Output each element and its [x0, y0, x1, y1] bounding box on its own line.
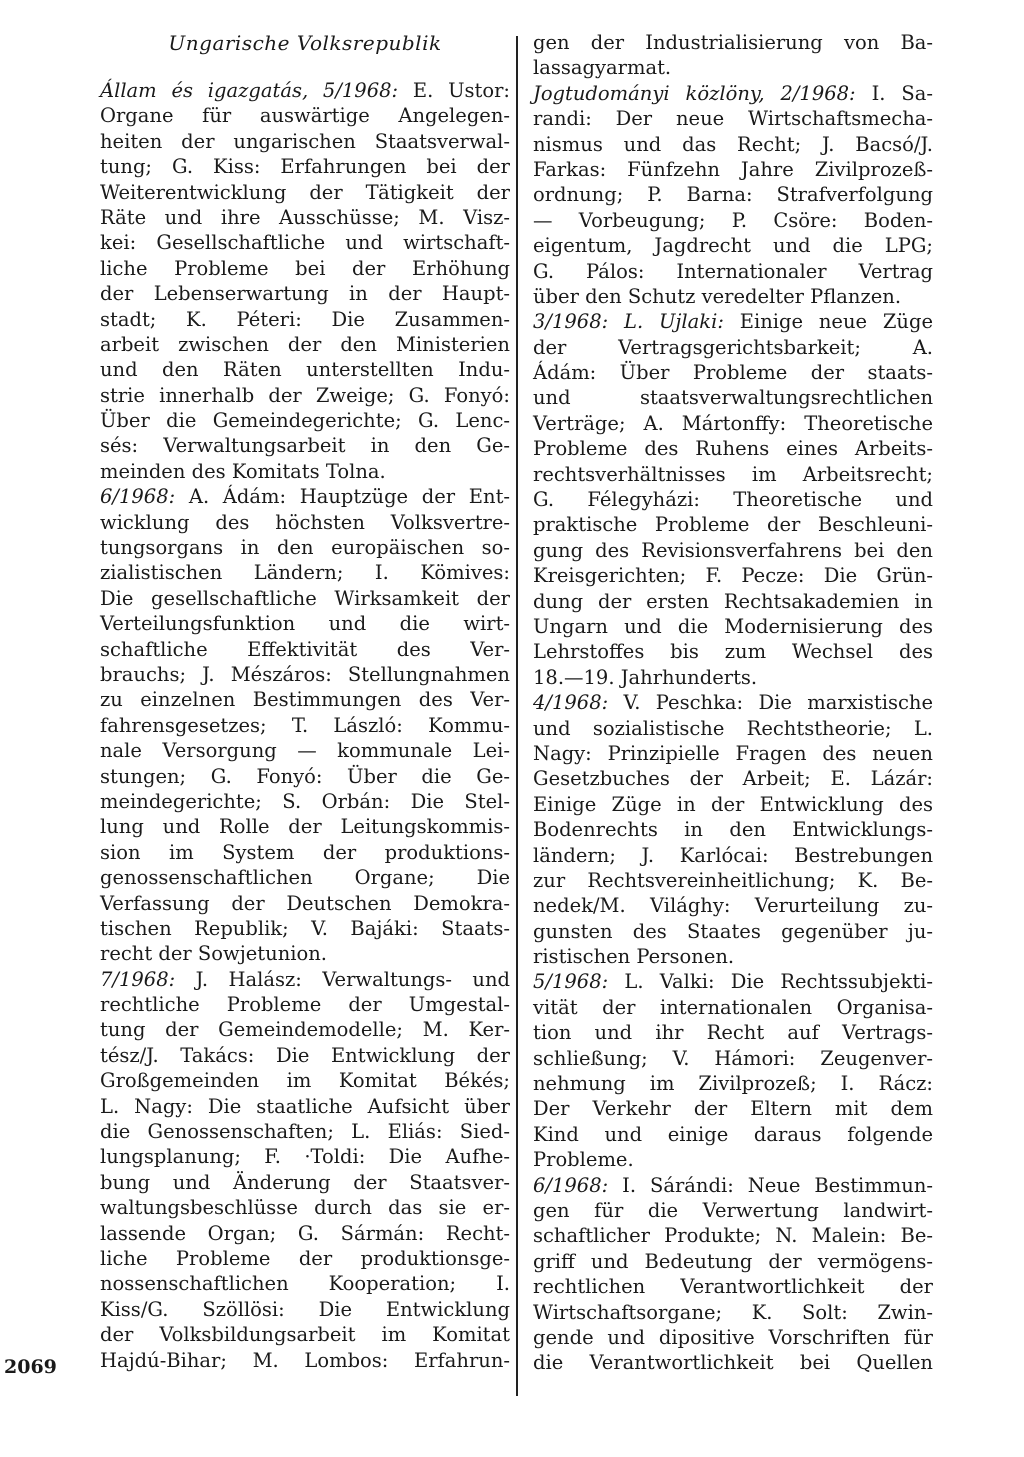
text-line: [533, 81, 933, 106]
line-text: vität der internationalen Organisa-: [533, 995, 933, 1019]
text-line: [100, 560, 510, 585]
line-text: gen der Industrialisierung von Ba-: [533, 31, 933, 54]
line-text: Nagy: Prinzipielle Fragen des neuen: [533, 741, 933, 765]
line-text: schaftliche Effektivität des Ver-: [100, 637, 510, 661]
line-text: tung; G. Kiss: Erfahrungen bei der: [100, 155, 510, 179]
text-line: [100, 865, 510, 890]
line-text: zur Rechtsvereinheitlichung; K. Be-: [533, 868, 933, 892]
line-text: schaftlicher Produkte; N. Malein: Be-: [533, 1224, 933, 1248]
text-line: [100, 662, 510, 687]
text-line: [533, 462, 933, 487]
line-text: fahrensgesetzes; T. László: Kommu-: [100, 713, 510, 737]
text-line: [533, 1274, 933, 1299]
text-line: [533, 132, 933, 157]
line-text: I. Sárándi: Neue Bestimmun-: [608, 1173, 933, 1197]
text-line: [100, 230, 510, 255]
line-text: nedek/M. Világhy: Verurteilung zu-: [533, 894, 933, 918]
text-line: [100, 1322, 510, 1347]
left-column: [100, 30, 510, 1373]
line-text: über den Schutz veredelter Pflanzen.: [533, 284, 902, 308]
line-text: Weiterentwicklung der Tätigkeit der: [100, 180, 510, 204]
line-text: Kiss/G. Szöllösi: Die Entwicklung: [100, 1297, 510, 1321]
line-text: tischen Republik; V. Bajáki: Staats-: [100, 916, 510, 940]
text-line: [100, 1297, 510, 1322]
line-text: ristischen Personen.: [533, 945, 735, 969]
text-line: [100, 967, 510, 992]
line-text: E. Ustor:: [398, 79, 510, 102]
line-text: meindegerichte; S. Orbán: Die Stel-: [100, 789, 510, 813]
text-line: [533, 665, 933, 690]
line-text: rechtsverhältnisses im Arbeitsrecht;: [533, 462, 933, 486]
text-line: [533, 614, 933, 639]
text-line: [100, 916, 510, 941]
line-text: heiten der ungarischen Staatsverwal-: [100, 129, 510, 153]
line-text: Kind und einige daraus folgende: [533, 1122, 933, 1146]
line-text: recht der Sowjetunion.: [100, 942, 327, 966]
text-line: [100, 1017, 510, 1042]
text-line: [100, 1348, 510, 1373]
text-line: [100, 586, 510, 611]
line-text: 18.—19. Jahrhunderts.: [533, 665, 758, 689]
text-line: [100, 383, 510, 408]
text-line: [100, 103, 510, 128]
line-text: der Lebenserwartung in der Haupt-: [100, 282, 510, 306]
line-text: nossenschaftlichen Kooperation; I.: [100, 1272, 510, 1296]
text-line: [100, 129, 510, 154]
text-line: [100, 433, 510, 458]
line-text: Ungarn und die Modernisierung des: [533, 614, 933, 638]
page-number: 2069: [4, 1356, 57, 1378]
line-text: nismus und das Recht; J. Bacsó/J.: [533, 132, 933, 156]
line-text: liche Probleme bei der Erhöhung: [100, 256, 510, 280]
text-line: [100, 1246, 510, 1271]
line-text: praktische Probleme der Beschleuni-: [533, 513, 933, 537]
line-text: genossenschaftlichen Organe; Die: [100, 866, 510, 890]
journal-citation: 6/1968:: [100, 485, 176, 509]
text-line: [533, 1198, 933, 1223]
journal-citation: Jogtudományi közlöny, 2/1968:: [533, 81, 856, 105]
line-text: meinden des Komitats Tolna.: [100, 459, 386, 483]
line-text: zialistischen Ländern; I. Kömives:: [100, 561, 510, 585]
text-line: [100, 357, 510, 382]
text-line: [100, 1195, 510, 1220]
text-line: [100, 814, 510, 839]
text-line: [100, 713, 510, 738]
text-line: [533, 1300, 933, 1325]
line-text: und den Räten unterstellten Indu-: [100, 358, 510, 382]
text-line: [533, 741, 933, 766]
line-text: Wirtschaftsorgane; K. Solt: Zwin-: [533, 1300, 933, 1324]
journal-citation: 4/1968:: [533, 691, 609, 715]
text-line: [533, 360, 933, 385]
text-line: [533, 309, 933, 334]
line-text: ländern; J. Karlócai: Bestrebungen: [533, 843, 933, 867]
text-line: [100, 535, 510, 560]
line-text: schließung; V. Hámori: Zeugenver-: [533, 1046, 933, 1070]
line-text: dung der ersten Rechtsakademien in: [533, 589, 933, 613]
text-line: [100, 1094, 510, 1119]
text-line: [100, 307, 510, 332]
line-text: Verträge; A. Mártonffy: Theoretische: [533, 411, 933, 435]
line-text: L. Nagy: Die staatliche Aufsicht über: [100, 1094, 510, 1118]
text-line: [100, 941, 510, 966]
line-text: die Verantwortlichkeit bei Quellen: [533, 1351, 933, 1375]
text-line: [533, 284, 933, 309]
line-text: stadt; K. Péteri: Die Zusammen-: [100, 307, 510, 331]
text-line: [533, 1173, 933, 1198]
line-text: rechtlichen Verantwortlichkeit der: [533, 1275, 933, 1299]
text-line: [533, 1147, 933, 1172]
line-text: tungsorgans in den europäischen so-: [100, 536, 510, 560]
line-text: gung des Revisionsverfahrens bei den: [533, 538, 933, 562]
text-line: [100, 180, 510, 205]
text-line: [100, 637, 510, 662]
text-line: [100, 1119, 510, 1144]
line-text: sés: Verwaltungsarbeit in den Ge-: [100, 434, 510, 458]
line-text: nehmung im Zivilprozeß; I. Rácz:: [533, 1072, 933, 1096]
line-text: kei: Gesellschaftliche und wirtschaft-: [100, 231, 510, 255]
text-line: [100, 1221, 510, 1246]
line-text: ordnung; P. Barna: Strafverfolgung: [533, 183, 933, 207]
line-text: wicklung des höchsten Volksvertre-: [100, 510, 510, 534]
line-text: stungen; G. Fonyó: Über die Ge-: [100, 764, 510, 788]
text-line: [100, 154, 510, 179]
line-text: I. Sa-: [855, 81, 933, 105]
text-line: [100, 459, 510, 484]
text-line: [100, 891, 510, 916]
line-text: — Vorbeugung; P. Csöre: Boden-: [533, 208, 933, 232]
line-text: zu einzelnen Bestimmungen des Ver-: [100, 688, 510, 712]
text-line: [533, 1122, 933, 1147]
text-line: [533, 817, 933, 842]
text-line: [533, 487, 933, 512]
journal-citation: 3/1968: L. Ujlaki:: [533, 310, 724, 334]
text-line: [533, 766, 933, 791]
line-text: G. Pálos: Internationaler Vertrag: [533, 259, 933, 283]
text-line: [533, 563, 933, 588]
line-text: arbeit zwischen der den Ministerien: [100, 332, 510, 356]
text-line: [100, 281, 510, 306]
text-line: [533, 1046, 933, 1071]
text-line: [533, 919, 933, 944]
text-line: [533, 944, 933, 969]
line-text: tion und ihr Recht auf Vertrags-: [533, 1021, 933, 1045]
text-line: [533, 106, 933, 131]
text-line: [100, 687, 510, 712]
line-text: rechtliche Probleme der Umgestal-: [100, 993, 510, 1017]
line-text: Lehrstoffes bis zum Wechsel des: [533, 640, 933, 664]
text-line: [100, 1271, 510, 1296]
text-line: [533, 792, 933, 817]
line-text: liche Probleme der produktionsge-: [100, 1246, 510, 1270]
line-text: der Volksbildungsarbeit im Komitat: [100, 1323, 510, 1347]
line-text: J. Halász: Verwaltungs- und: [175, 967, 510, 991]
line-text: Organe für auswärtige Angelegen-: [100, 104, 510, 128]
line-text: Großgemeinden im Komitat Békés;: [100, 1069, 510, 1093]
right-column: [533, 30, 933, 1376]
text-line: [533, 716, 933, 741]
text-line: [533, 1350, 933, 1375]
text-line: [533, 868, 933, 893]
line-text: griff und Bedeutung der vermögens-: [533, 1249, 933, 1273]
left-column-text: [100, 78, 510, 1373]
line-text: V. Peschka: Die marxistische: [608, 691, 933, 715]
line-text: Räte und ihre Ausschüsse; M. Visz-: [100, 205, 510, 229]
line-text: brauchs; J. Mészáros: Stellungnahmen: [100, 662, 510, 686]
text-line: [533, 55, 933, 80]
text-line: [533, 1223, 933, 1248]
running-header: Ungarische Volksrepublik: [168, 31, 442, 55]
line-text: Einige Züge in der Entwicklung des: [533, 792, 933, 816]
text-line: [533, 1249, 933, 1274]
text-line: [100, 764, 510, 789]
line-text: randi: Der neue Wirtschaftsmecha-: [533, 107, 933, 131]
line-text: Der Verkehr der Eltern mit dem: [533, 1097, 933, 1121]
line-text: Bodenrechts in den Entwicklungs-: [533, 818, 933, 842]
line-text: gende und dipositive Vorschriften für: [533, 1325, 933, 1349]
line-text: eigentum, Jagdrecht und die LPG;: [533, 234, 933, 258]
line-text: und staatsverwaltungsrechtlichen: [533, 386, 933, 410]
text-line: [533, 1020, 933, 1045]
line-text: gen für die Verwertung landwirt-: [533, 1198, 933, 1222]
text-line: [533, 411, 933, 436]
line-text: lung und Rolle der Leitungskommis-: [100, 815, 510, 839]
text-line: [100, 1170, 510, 1195]
line-text: Gesetzbuches der Arbeit; E. Lázár:: [533, 767, 933, 791]
text-line: [533, 843, 933, 868]
text-line: [533, 538, 933, 563]
text-line: [100, 484, 510, 509]
line-text: Kreisgerichten; F. Pecze: Die Grün-: [533, 564, 933, 588]
text-line: [100, 789, 510, 814]
text-line: [100, 738, 510, 763]
line-text: lassende Organ; G. Sármán: Recht-: [100, 1221, 510, 1245]
text-line: [533, 1071, 933, 1096]
text-line: [533, 969, 933, 994]
text-line: [100, 205, 510, 230]
journal-citation: Állam és igazgatás, 5/1968:: [100, 79, 399, 102]
line-text: Verteilungsfunktion und die wirt-: [100, 612, 510, 636]
text-line: [100, 332, 510, 357]
text-line: [533, 157, 933, 182]
line-text: nale Versorgung — kommunale Lei-: [100, 739, 510, 763]
text-line: [533, 259, 933, 284]
line-text: Probleme des Ruhens eines Arbeits-: [533, 437, 933, 461]
text-line: [533, 208, 933, 233]
text-line: [533, 512, 933, 537]
line-text: Über die Gemeindegerichte; G. Lenc-: [100, 409, 510, 433]
line-text: G. Félegyházi: Theoretische und: [533, 488, 933, 512]
line-text: bung und Änderung der Staatsver-: [100, 1170, 510, 1194]
text-line: [533, 385, 933, 410]
text-line: [100, 1068, 510, 1093]
text-line: [533, 995, 933, 1020]
text-line: [533, 436, 933, 461]
text-line: [533, 1096, 933, 1121]
journal-citation: 5/1968:: [533, 970, 609, 994]
line-text: der Vertragsgerichtsbarkeit; A.: [533, 335, 933, 359]
text-line: [533, 690, 933, 715]
text-line: [533, 589, 933, 614]
text-line: [100, 840, 510, 865]
line-text: die Genossenschaften; L. Eliás: Sied-: [100, 1120, 510, 1144]
line-text: Die gesellschaftliche Wirksamkeit der: [100, 586, 510, 610]
line-text: Hajdú-Bihar; M. Lombos: Erfahrun-: [100, 1348, 510, 1372]
text-line: [533, 1325, 933, 1350]
line-text: L. Valki: Die Rechtssubjekti-: [608, 970, 933, 994]
journal-citation: 6/1968:: [533, 1173, 609, 1197]
text-line: [100, 510, 510, 535]
text-line: [100, 1144, 510, 1169]
text-line: [100, 992, 510, 1017]
line-text: Verfassung der Deutschen Demokra-: [100, 891, 510, 915]
line-text: Farkas: Fünfzehn Jahre Zivilprozeß-: [533, 157, 933, 181]
text-line: [533, 182, 933, 207]
line-text: A. Ádám: Hauptzüge der Ent-: [175, 485, 510, 509]
line-text: lungsplanung; F. ·Toldi: Die Aufhe-: [100, 1145, 510, 1169]
text-line: [533, 233, 933, 258]
line-text: waltungsbeschlüsse durch das sie er-: [100, 1196, 510, 1220]
line-text: sion im System der produktions-: [100, 840, 510, 864]
text-line: [533, 893, 933, 918]
text-line: [100, 78, 510, 103]
journal-citation: 7/1968:: [100, 967, 176, 991]
line-text: Probleme.: [533, 1148, 634, 1172]
text-line: [100, 1043, 510, 1068]
line-text: Ádám: Über Probleme der staats-: [533, 361, 933, 385]
line-text: gunsten des Staates gegenüber ju-: [533, 919, 933, 943]
line-text: tung der Gemeindemodelle; M. Ker-: [100, 1018, 510, 1042]
text-line: [100, 408, 510, 433]
text-line: [100, 611, 510, 636]
line-text: strie innerhalb der Zweige; G. Fonyó:: [100, 383, 510, 407]
line-text: lassagyarmat.: [533, 56, 672, 80]
text-line: [533, 30, 933, 55]
line-text: und sozialistische Rechtstheorie; L.: [533, 716, 933, 740]
text-line: [533, 335, 933, 360]
text-line: [100, 256, 510, 281]
line-text: Einige neue Züge: [723, 310, 933, 334]
line-text: tész/J. Takács: Die Entwicklung der: [100, 1043, 510, 1067]
text-line: [533, 639, 933, 664]
right-column-text: [533, 30, 933, 1376]
column-divider: [516, 36, 518, 1396]
